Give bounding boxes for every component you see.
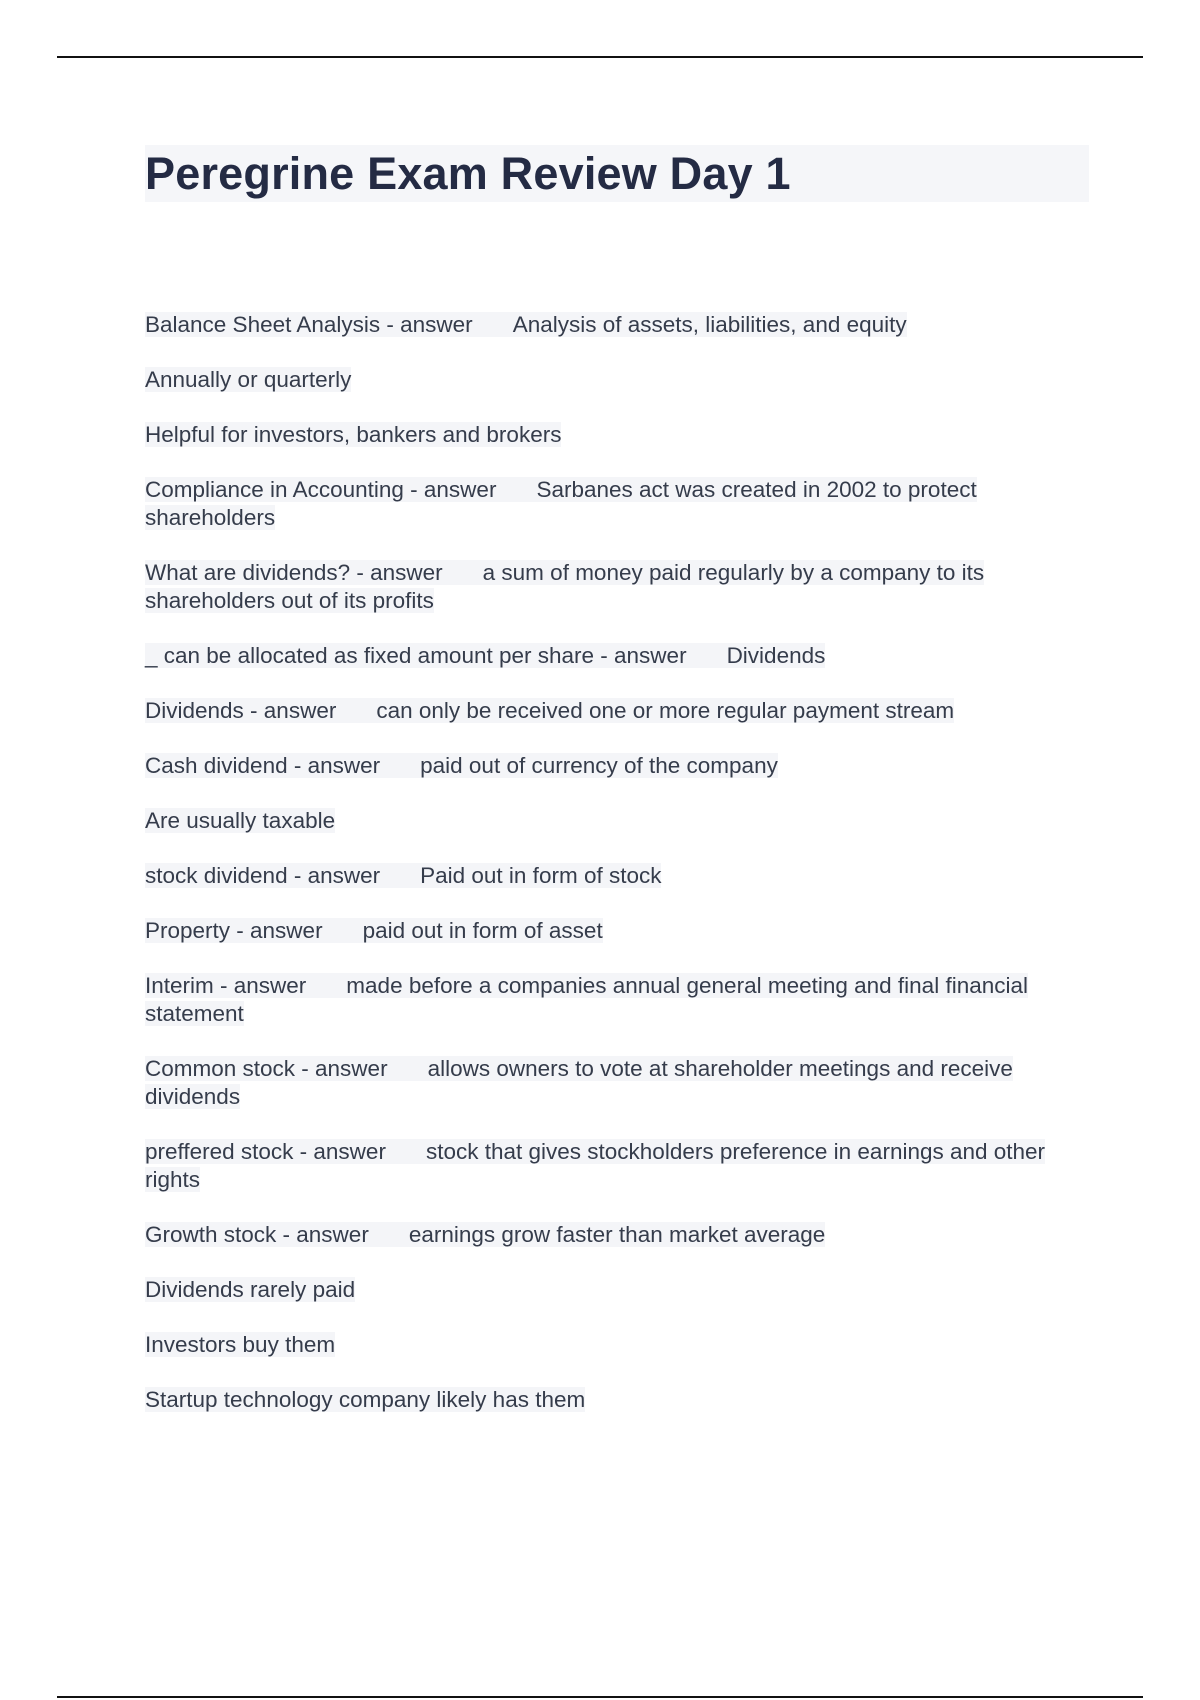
list-item	[145, 559, 1090, 615]
entries-list	[145, 311, 1090, 1441]
list-item	[145, 862, 1090, 890]
list-item	[145, 1331, 1090, 1359]
list-item	[145, 642, 1090, 670]
list-item	[145, 1138, 1090, 1194]
list-item	[145, 1386, 1090, 1414]
page-title: Peregrine Exam Review Day 1	[145, 148, 791, 199]
list-item	[145, 972, 1090, 1028]
list-item	[145, 752, 1090, 780]
entry-term: _ can be allocated as fixed amount per share - answer	[145, 643, 687, 668]
list-item	[145, 697, 1090, 725]
entry-definition: Sarbanes act was created in 2002 to protect shareholders	[145, 477, 977, 530]
top-rule	[57, 56, 1143, 58]
entry-term: Compliance in Accounting - answer	[145, 477, 497, 502]
entry-text: Startup technology company likely has them	[145, 1387, 586, 1412]
list-item	[145, 1055, 1090, 1111]
entry-definition: stock that gives stockholders preference in earnings and other rights	[145, 1139, 1046, 1192]
entry-text: Investors buy them	[145, 1332, 336, 1357]
list-item	[145, 1221, 1090, 1249]
entry-definition: Analysis of assets, liabilities, and equity	[512, 312, 907, 337]
entry-text: Are usually taxable	[145, 808, 336, 833]
entry-definition: allows owners to vote at shareholder meetings and receive dividends	[145, 1056, 1013, 1109]
entry-term: Growth stock - answer	[145, 1222, 369, 1247]
entry-text: Annually or quarterly	[145, 367, 352, 392]
entry-definition: Dividends	[726, 643, 826, 668]
entry-term: preffered stock - answer	[145, 1139, 386, 1164]
list-item	[145, 807, 1090, 835]
entry-term: Common stock - answer	[145, 1056, 388, 1081]
entry-text: Dividends rarely paid	[145, 1277, 356, 1302]
entry-term: Dividends - answer	[145, 698, 337, 723]
bottom-rule	[57, 1696, 1143, 1698]
list-item	[145, 421, 1090, 449]
entry-text: Helpful for investors, bankers and brokers	[145, 422, 562, 447]
list-item	[145, 311, 1090, 339]
entry-definition: Paid out in form of stock	[420, 863, 662, 888]
entry-term: Property - answer	[145, 918, 323, 943]
entry-definition: made before a companies annual general meeting and final financial statement	[145, 973, 1028, 1026]
list-item	[145, 1276, 1090, 1304]
entry-term: stock dividend - answer	[145, 863, 381, 888]
entry-definition: can only be received one or more regular payment stream	[376, 698, 955, 723]
list-item	[145, 917, 1090, 945]
entry-definition: paid out of currency of the company	[420, 753, 778, 778]
entry-term: Interim - answer	[145, 973, 307, 998]
list-item	[145, 366, 1090, 394]
entry-term: Cash dividend - answer	[145, 753, 381, 778]
entry-term: Balance Sheet Analysis - answer	[145, 312, 473, 337]
entry-term: What are dividends? - answer	[145, 560, 443, 585]
entry-definition: earnings grow faster than market average	[408, 1222, 826, 1247]
entry-definition: paid out in form of asset	[362, 918, 603, 943]
entry-definition: a sum of money paid regularly by a company to its shareholders out of its profits	[145, 560, 985, 613]
list-item	[145, 476, 1090, 532]
